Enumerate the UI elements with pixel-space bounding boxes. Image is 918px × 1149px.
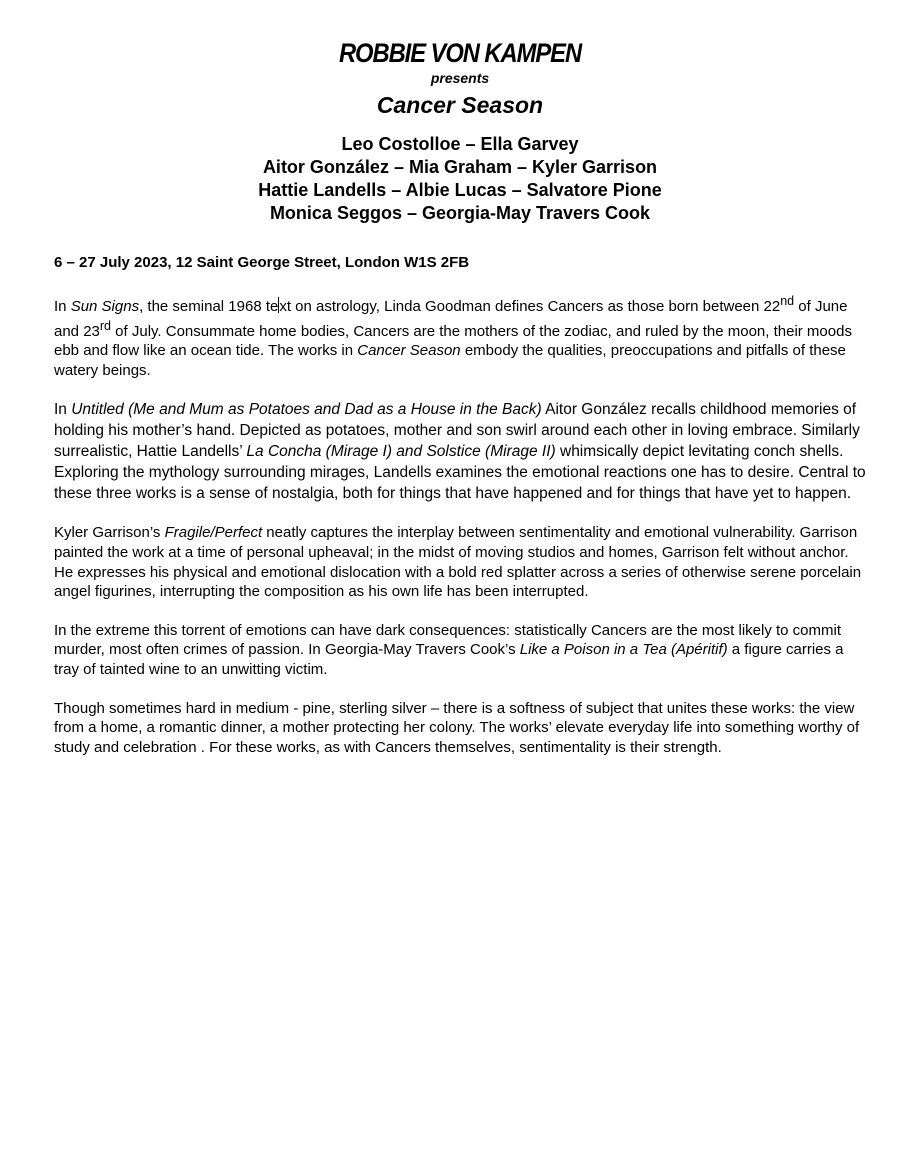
italic-title: Cancer Season: [357, 342, 461, 360]
exhibition-dates-address: 6 – 27 July 2023, 12 Saint George Street, London W1S 2FB: [54, 254, 470, 271]
artist-list: [54, 133, 866, 225]
text-run: In: [54, 401, 72, 419]
italic-title: Untitled (Me and Mum as Potatoes and Dad as a House in the Back): [71, 401, 542, 419]
text-run: In: [54, 298, 71, 315]
body-text: [54, 292, 866, 757]
gallery-name: ROBBIE VON KAMPEN: [338, 38, 582, 68]
paragraph-travers-cook: [54, 621, 866, 680]
text-run: embody the qualities, preoccupations and pitfalls of these watery beings.: [54, 342, 846, 379]
italic-title: Like a Poison in a Tea (Apéritif): [519, 641, 728, 659]
text-run: neatly captures the interplay between sentimentality and emotional vulnerability. Garrison painted the work at a time of personal upheaval; in the midst of moving studios and homes, Garrison felt without anchor. He expresses his physical and emotional dislocation with a bold red splatter across a series of otherwise serene porcelain angel figurines, interrupting the composition as his own life has been interrupted.: [54, 524, 862, 601]
artist-line: Monica Seggos – Georgia-May Travers Cook: [269, 203, 651, 223]
text-run: of July. Consummate home bodies, Cancers are the mothers of the zodiac, and ruled by the moon, their moods ebb and flow like an ocean tide. The works in: [54, 322, 852, 360]
italic-title: Fragile/Perfect: [164, 524, 263, 542]
exhibition-title: Cancer Season: [376, 92, 544, 118]
artist-line: Hattie Landells – Albie Lucas – Salvatore Pione: [258, 180, 662, 200]
text-run: xt on astrology, Linda Goodman defines Cancers as those born between 22: [279, 298, 781, 315]
artist-line: Aitor González – Mia Graham – Kyler Garrison: [262, 157, 658, 177]
artist-line: Leo Costolloe – Ella Garvey: [341, 134, 579, 154]
presents-label: presents: [430, 70, 490, 86]
text-run: Aitor González recalls childhood memories of holding his mother’s hand. Depicted as potatoes, mother and son swirl around each other in loving embrace. Similarly surrealistic, Hattie Landells’: [54, 401, 860, 461]
paragraph-gonzalez-landells: [54, 399, 866, 504]
text-run: whimsically depict levitating conch shells. Exploring the mythology surrounding mirages, Landells examines the emotional reactions one has to desire. Central to these three works is a sense of nostalgia, both for things that have happened and for things that have yet to happen.: [54, 443, 866, 503]
text-run: In the extreme this torrent of emotions can have dark consequences: statistically Cancers are the most likely to commit murder, most often crimes of passion. In Georgia-May Travers Cook’s: [54, 621, 842, 659]
paragraph-conclusion: Though sometimes hard in medium - pine, sterling silver – there is a softness of subject that unites these works: the view from a home, a romantic dinner, a mother protecting her colony. The works’ elevate everyday life into something worthy of study and celebration . For these works, as with Cancers themselves, sentimentality is their strength.: [54, 699, 860, 756]
paragraph-sun-signs: [54, 292, 866, 380]
text-run: of June and 23: [54, 298, 848, 340]
text-run: , the seminal 1968 te: [139, 298, 279, 315]
ordinal-suffix: rd: [99, 318, 112, 333]
italic-title: Sun Signs: [70, 298, 140, 315]
text-run: Kyler Garrison’s: [54, 524, 165, 542]
paragraph-garrison: [54, 523, 866, 601]
text-run: a figure carries a tray of tainted wine to an unwitting victim.: [54, 641, 844, 678]
italic-title: La Concha (Mirage I) and Solstice (Mirage II): [246, 443, 556, 461]
ordinal-suffix: nd: [780, 294, 795, 308]
header: [54, 0, 866, 225]
